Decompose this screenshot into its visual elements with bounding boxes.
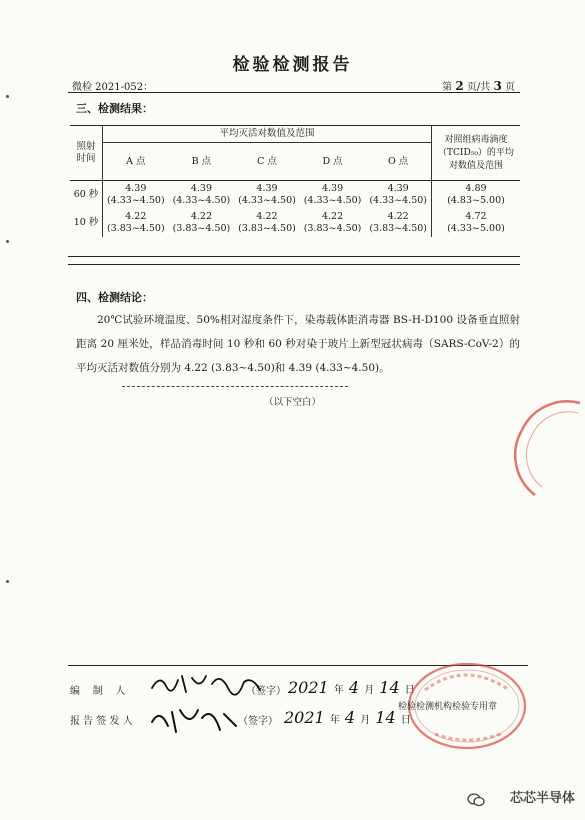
value-cell: [300, 181, 366, 210]
approver-day: 14: [375, 708, 396, 727]
watermark-text: 芯芯半导体: [509, 791, 575, 806]
mean-value: 4.39: [190, 183, 212, 194]
wechat-icon: [467, 792, 485, 808]
point-header: D 点: [300, 143, 366, 181]
mean-value: 4.22: [321, 211, 344, 222]
mean-value: 4.39: [321, 183, 344, 194]
control-mean: 4.89: [465, 183, 487, 194]
value-cell: [169, 181, 235, 210]
range-value: (3.83~4.50): [303, 223, 362, 234]
results-table: [70, 125, 520, 237]
doc-number: 微检 2021-052：: [72, 82, 154, 93]
stamp-caption: 检验检测机构检验专用章: [398, 702, 498, 712]
report-title: 检验检测报告: [232, 55, 353, 75]
value-cell: [234, 209, 300, 237]
point-header: B 点: [169, 143, 235, 181]
mean-value: 4.39: [125, 183, 147, 194]
range-value: (4.33~4.50): [172, 195, 231, 206]
conclusion-text: 20℃试验环境温度、50%相对湿度条件下，染毒载体距消毒器 BS-H-D100 设备垂直照射距离 20 厘米处，样品消毒时间 10 秒和 60 秒对染于玻片上新型冠状病毒（SARS-CoV-2）的平均灭活对数值分别为 4.22 (3.83~4.50)和 4.39 (4.33~4.50)。: [76, 314, 520, 374]
page-mid: 页/共: [463, 82, 494, 93]
range-value: (4.33~4.50): [238, 195, 296, 206]
control-cell: [432, 181, 521, 210]
range-value: (4.33~4.50): [303, 195, 362, 206]
page-indicator: [442, 78, 515, 93]
editor-month: 4: [348, 678, 360, 697]
margin-mark: [6, 95, 9, 98]
control-range: (4.83~5.00): [447, 195, 505, 206]
conclusion-paragraph: [76, 308, 520, 380]
range-value: (4.33~4.50): [369, 195, 427, 206]
point-header: O 点: [365, 143, 431, 181]
editor-day: 14: [379, 678, 400, 697]
value-cell: [365, 181, 431, 210]
page-prefix: 第: [442, 82, 456, 93]
editor-sign-tag: （签字）: [246, 686, 286, 697]
section-divider-rule: [68, 264, 520, 265]
range-value: (3.83~4.50): [238, 223, 296, 234]
control-range: (4.33~5.00): [447, 223, 505, 234]
page-current: 2: [455, 79, 464, 93]
control-cell: [432, 209, 521, 237]
range-value: (4.33~4.50): [106, 195, 165, 206]
value-cell: [169, 209, 235, 237]
mean-value: 4.22: [125, 211, 147, 222]
year-label: 年: [333, 685, 344, 696]
approver-signature: [146, 702, 246, 736]
header-group: 平均灭活对数值及范围: [103, 126, 432, 143]
table-bottom-rule: [68, 256, 520, 257]
row-time: 10 秒: [73, 217, 99, 228]
table-row: [70, 209, 520, 237]
table-row: [70, 181, 520, 210]
mean-value: 4.39: [256, 183, 278, 194]
month-label: 月: [360, 715, 371, 726]
official-stamp-partial: [500, 395, 585, 505]
year-label: 年: [329, 715, 340, 726]
section4-heading: 四、检测结论：: [76, 291, 153, 304]
range-value: (3.83~4.50): [172, 223, 231, 234]
approver-label: 报 告 签 发 人: [70, 716, 133, 727]
value-cell: [103, 209, 169, 237]
value-cell: [234, 181, 300, 210]
day-label: 日: [400, 715, 411, 726]
value-cell: [103, 181, 169, 210]
header-rule: [68, 92, 520, 93]
approver-month: 4: [344, 708, 356, 727]
range-value: (3.83~4.50): [369, 223, 427, 234]
value-cell: [365, 209, 431, 237]
mean-value: 4.22: [387, 211, 409, 222]
editor-label: 编 制 人: [70, 686, 126, 697]
range-value: (3.83~4.50): [106, 223, 165, 234]
section3-heading: 三、检测结果：: [76, 102, 153, 115]
month-label: 月: [364, 685, 375, 696]
day-label: 日: [404, 685, 415, 696]
mean-value: 4.22: [256, 211, 278, 222]
end-dashed-rule: [122, 386, 348, 387]
approver-year: 2021: [284, 708, 325, 727]
blank-note: （以下空白）: [263, 397, 321, 408]
value-cell: [300, 209, 366, 237]
editor-year: 2021: [288, 678, 329, 697]
editor-date: [288, 678, 415, 697]
point-header: A 点: [103, 143, 169, 181]
approver-date: [284, 708, 411, 727]
page-suffix: 页: [501, 82, 515, 93]
page-total: 3: [493, 79, 502, 93]
header-irradiation-time: 照射 时间: [70, 126, 103, 181]
margin-mark: [6, 240, 9, 243]
mean-value: 4.22: [190, 211, 212, 222]
control-mean: 4.72: [465, 211, 487, 222]
header-control: 对照组病毒滴度（TCID₅₀）的平均对数值及范围: [432, 126, 521, 181]
point-header: C 点: [234, 143, 300, 181]
row-time: 60 秒: [73, 189, 99, 200]
mean-value: 4.39: [387, 183, 409, 194]
margin-mark: [6, 580, 9, 583]
approver-sign-tag: （签字）: [238, 716, 278, 727]
